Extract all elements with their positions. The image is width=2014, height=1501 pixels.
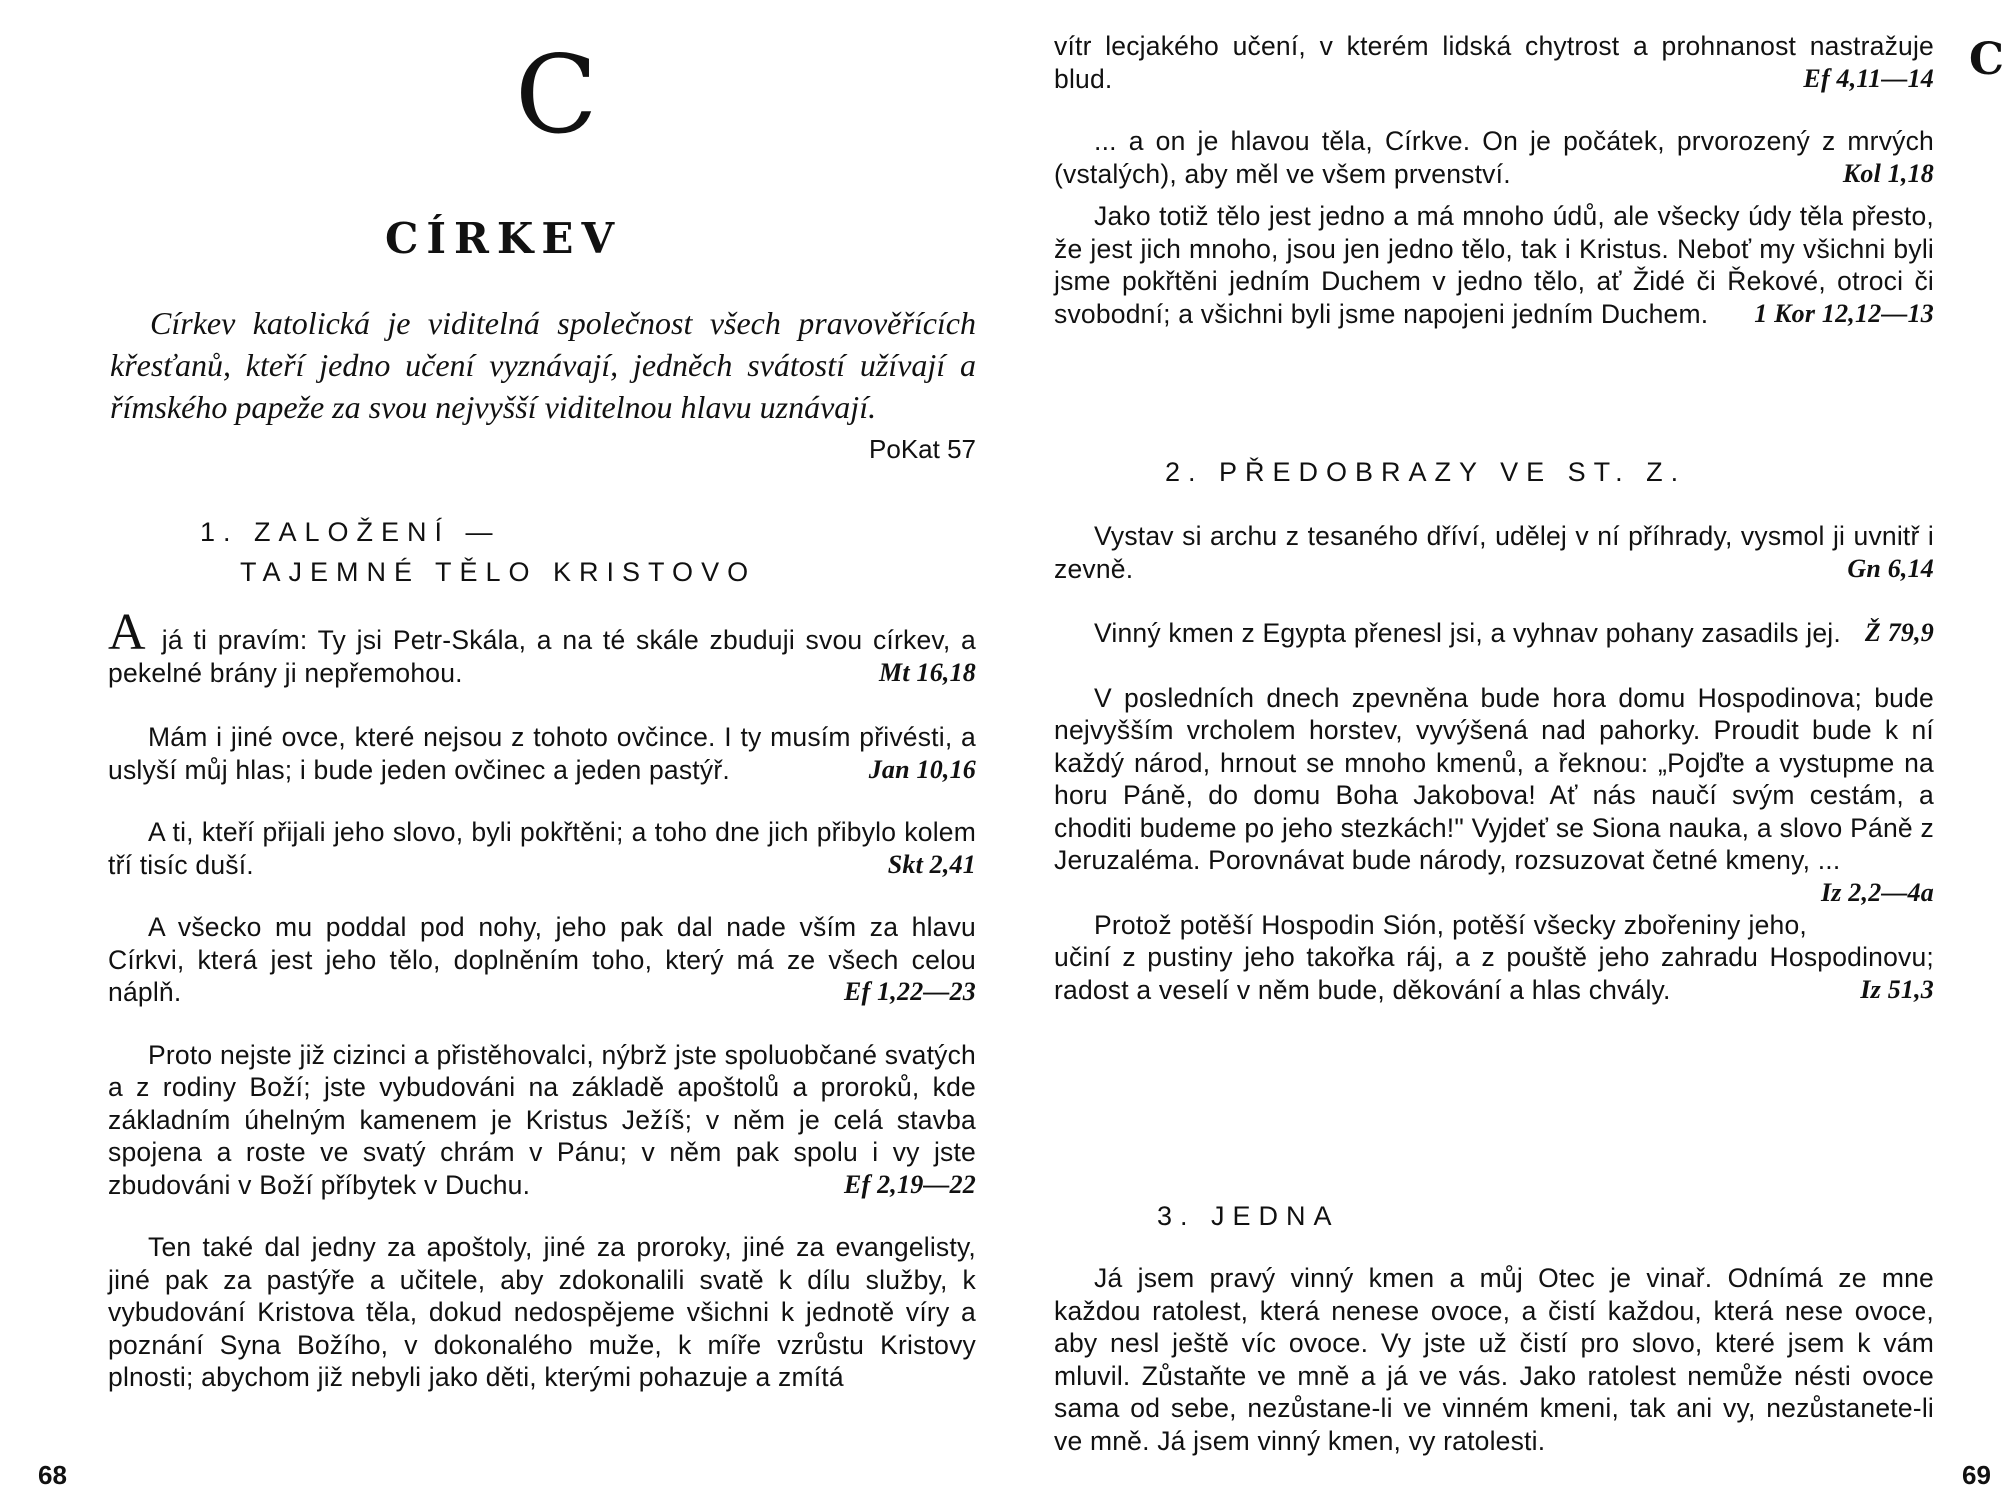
section-heading-1-line2: TAJEMNÉ TĚLO KRISTOVO (240, 557, 757, 587)
passage-ref: Gn 6,14 (1847, 553, 1934, 583)
passage-text: Ten také dal jedny za apoštoly, jiné za proroky, jiné za evangelisty, jiné pak za pastýře a učitele, aby zdokonalili svatě k dílu služby, k vybudování Kristova těla, dokud nedospějeme všichni k jednotě víry a poznání Syna Božího, v dokonalého muže, k míře vzrůstu Kristovy plnosti; abychom již nebyli jako děti, kterými pohazuje a zmítá (108, 1232, 976, 1392)
right-column-mid (1054, 520, 1934, 1006)
definition (110, 302, 976, 470)
passage-ref: 1 Kor 12,12—13 (1754, 298, 1934, 328)
passage-text: A všecko mu poddal pod nohy, jeho pak dal nade vším za hlavu Církvi, která jest jeho tělo, doplněním toho, který má ze všech celou náplň. (108, 912, 976, 1007)
passage-text: Vinný kmen z Egypta přenesl jsi, a vyhnav pohany zasadils jej. (1094, 618, 1841, 648)
passage-ref: Skt 2,41 (887, 849, 976, 879)
right-column-top (1054, 30, 1934, 330)
chapter-letter: C (515, 33, 598, 158)
passage-text: A ti, kteří přijali jeho slovo, byli pokřtěni; a toho dne jich přibylo kolem tří tisíc duší. (108, 817, 976, 880)
passage-ref: Jan 10,16 (868, 754, 976, 784)
passage-iz-51 (1054, 909, 1934, 1007)
left-column (108, 604, 976, 1394)
page-number-right: 69 (1962, 1460, 1991, 1490)
passage-z (1054, 617, 1934, 650)
passage-iz-2 (1054, 682, 1934, 907)
passage-1kor (1054, 200, 1934, 330)
passage-gn (1054, 520, 1934, 585)
passage-ref: Iz 2,2—4a (1820, 877, 1934, 907)
passage-ref: Ef 4,11—14 (1803, 63, 1934, 93)
passage-2 (108, 721, 976, 786)
right-column-bottom (1054, 1262, 1934, 1457)
passage-6 (108, 1231, 976, 1394)
passage-3 (108, 816, 976, 881)
passage-text: Jako totiž tělo jest jedno a má mnoho údů, ale všecky údy těla přesto, že jest jich mnoho, jsou jen jedno tělo, tak i Kristus. Neboť my všichni byli jsme pokřtěni jedním Duchem v jedno tělo, ať Židé či Řekové, otroci či svobodní; a všichni byli jsme napojeni jedním Duchem. (1054, 201, 1934, 329)
definition-text: Církev katolická je viditelná společnost všech pravověřících křesťanů, kteří jedno učení vyznávají, jedněch svátostí užívají a římského papeže za svou nejvyšší viditelnou hlavu uznávají. (110, 305, 976, 425)
page-number-left: 68 (38, 1460, 67, 1490)
passage-ref: Kol 1,18 (1842, 158, 1934, 188)
passage-ref: Ef 2,19—22 (844, 1169, 976, 1199)
chapter-title: CÍRKEV (384, 214, 623, 263)
corner-letter: C (1968, 34, 2004, 85)
passage-text: Proto nejste již cizinci a přistěhovalci, nýbrž jste spoluobčané svatých a z rodiny Boží; jste vybudováni na základě apoštolů a proroků, kde základním úhelným kamenem je Kristus Ježíš; v něm je celá stavba spojena a roste ve svatý chrám v Pánu; v něm pak spolu i vy jste zbudováni v Boží příbytek v Duchu. (108, 1039, 976, 1200)
passage-continued (1054, 30, 1934, 95)
passage-5 (108, 1039, 976, 1202)
passage-ref: Ž 79,9 (1864, 618, 1934, 647)
passage-text: vítr lecjakého učení, v kterém lidská chytrost a prohnanost nastražuje blud. (1054, 31, 1934, 94)
passage-jan-15 (1054, 1262, 1934, 1457)
section-heading-2: 2. PŘEDOBRAZY VE ST. Z. (1165, 457, 1687, 487)
passage-ref: Mt 16,18 (879, 657, 976, 687)
passage-4 (108, 911, 976, 1009)
passage-text: Já jsem pravý vinný kmen a můj Otec je vinař. Odnímá ze mne každou ratolest, která nenese ovoce, a čistí každou, která nese ovoce, aby nesl ještě víc ovoce. Vy jste už čistí pro slovo, které jsem k vám mluvil. Zůstaňte ve mně a já ve vás. Jako ratolest nemůže nésti ovoce sama od sebe, nezůstane-li ve vinném kmeni, tak ani vy, nezůstanete-li ve mně. Já jsem vinný kmen, vy ratolesti. (1054, 1263, 1934, 1456)
passage-text: Protož potěší Hospodin Sión, potěší všecky zbořeniny jeho, učiní z pustiny jeho takořka ráj, a z pouště jeho zahradu Hospodinovu; radost a veselí v něm bude, děkování a hlas chvály. (1054, 909, 1934, 1005)
passage-text: Mám i jiné ovce, které nejsou z tohoto ovčince. I ty musím přivésti, a uslyší můj hlas; i bude jeden ovčinec a jeden pastýř. (108, 722, 976, 785)
passage-1 (108, 604, 976, 689)
passage-text: ... a on je hlavou těla, Církve. On je počátek, prvorozený z mrvých (vstalých), aby měl ve všem prvenství. (1054, 126, 1934, 189)
passage-col-1-18 (1054, 125, 1934, 190)
passage-text: já ti pravím: Ty jsi Petr-Skála, a na té skále zbuduji svou církev, a pekelné brány ji nepřemohou. (108, 625, 976, 688)
section-heading-3: 3. JEDNA (1157, 1201, 1340, 1231)
passage-ref: Ef 1,22—23 (844, 977, 976, 1006)
dropcap: A (108, 604, 146, 661)
definition-ref: PoKat 57 (869, 434, 976, 464)
passage-text: Vystav si archu z tesaného dříví, udělej v ní příhrady, vysmol ji uvnitř i zevně. (1054, 521, 1934, 584)
section-heading-1-line1: 1. ZALOŽENÍ — (200, 517, 501, 547)
passage-ref: Iz 51,3 (1860, 974, 1934, 1004)
passage-text: V posledních dnech zpevněna bude hora domu Hospodinova; bude nejvyšším vrcholem horstev, vyvýšená nad pahorky. Proudit bude k ní každý národ, hrnout se mnoho kmenů, a řeknou: „Pojďte a vystupme na horu Páně, do domu Boha Jakobova! Ať nás naučí svým cestám, a choditi budeme po jeho stezkách!" Vyjdeť se Siona nauka, a slovo Páně z Jeruzaléma. Porovnávat bude národy, rozsuzovat četné kmeny, ... (1054, 682, 1934, 875)
right-page (1007, 0, 2014, 1501)
